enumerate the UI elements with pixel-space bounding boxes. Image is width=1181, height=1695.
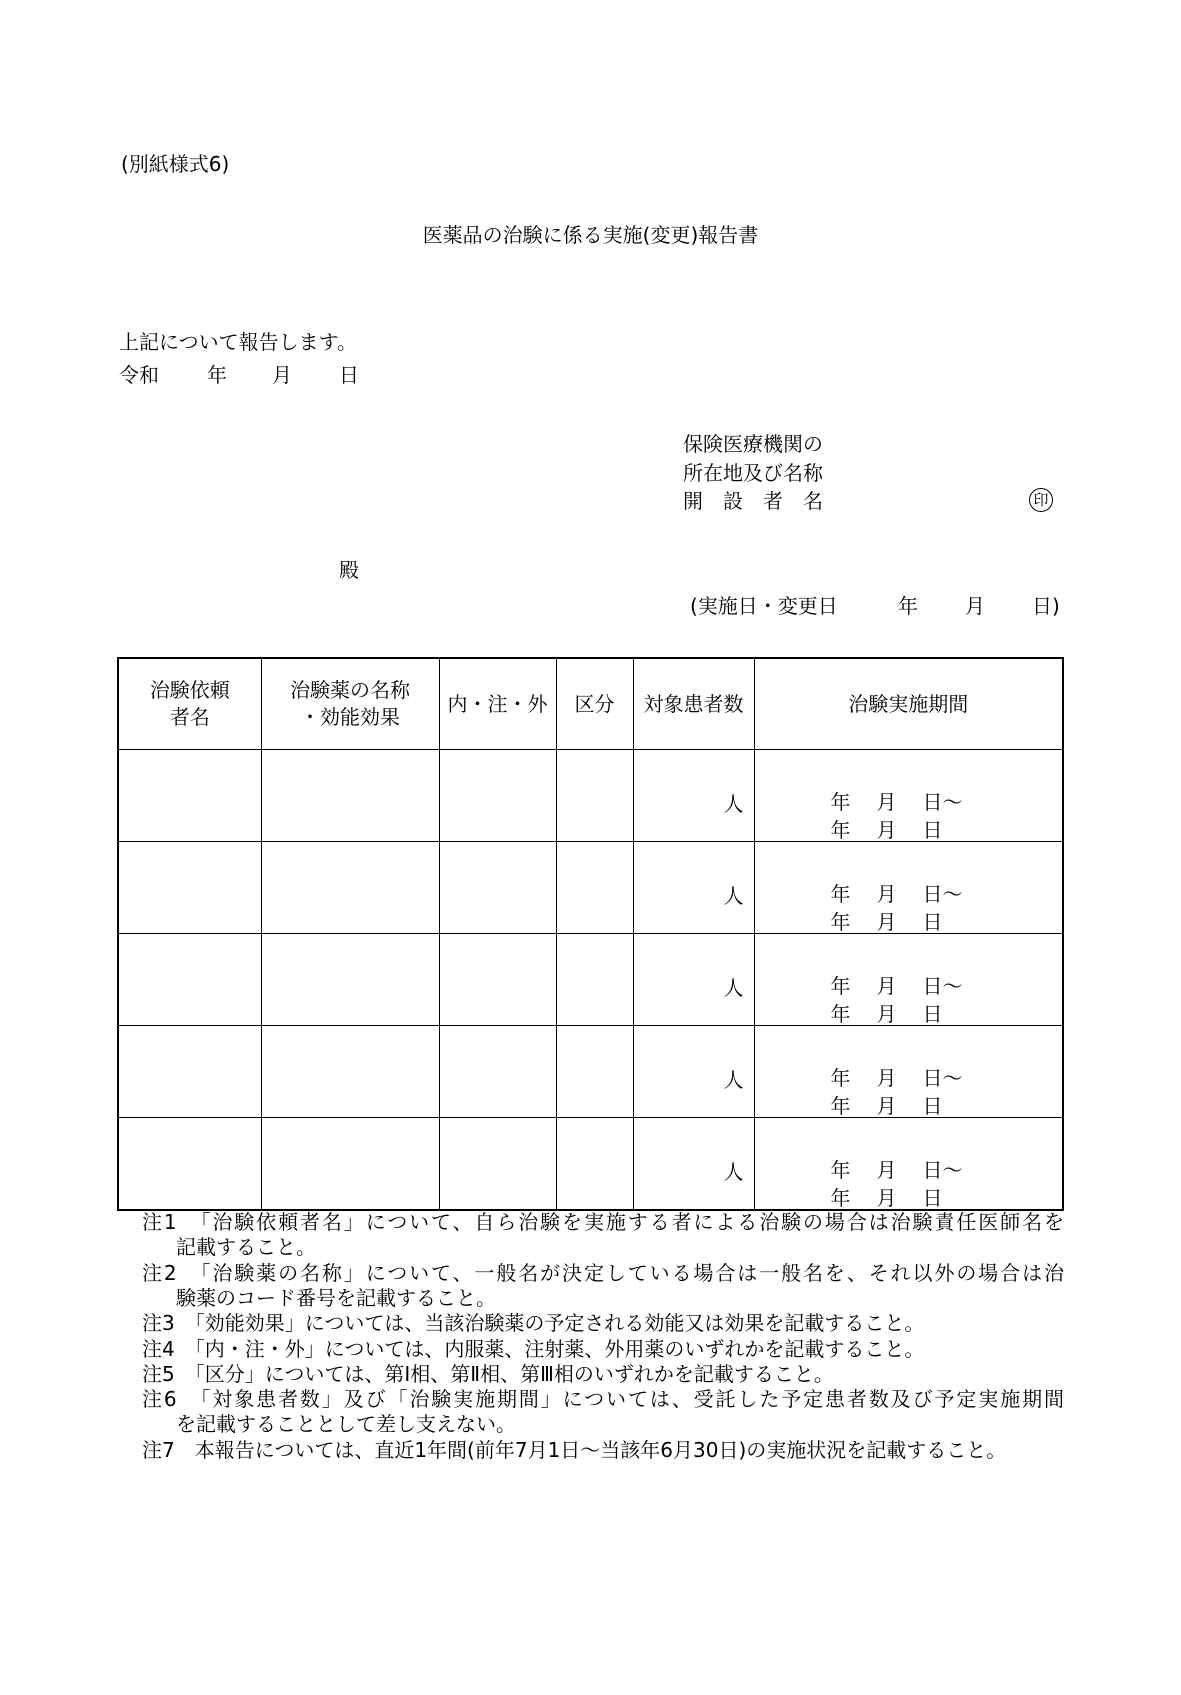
period-month: 月 — [876, 1186, 897, 1210]
period-end — [831, 816, 969, 844]
period-year: 年 — [830, 818, 851, 842]
date-month: 月 — [272, 363, 292, 387]
drug-cell[interactable] — [261, 750, 439, 842]
period-day: 日 — [922, 910, 943, 934]
period-end — [831, 1000, 969, 1028]
impl-date-year: 年 — [898, 594, 918, 618]
sponsor-cell[interactable] — [118, 1118, 261, 1211]
note-line: 注7 本報告については、直近1年間(前年7月1日〜当該年6月30日)の実施状況を記載すること。 — [142, 1437, 1007, 1462]
header-text: 区分 — [574, 691, 615, 716]
period-month: 月 — [876, 910, 897, 934]
patients-cell[interactable] — [633, 750, 754, 842]
period-start — [831, 1156, 969, 1184]
date-year: 年 — [207, 363, 227, 387]
reporter-line3: 開 設 者 名 — [683, 489, 823, 513]
route-cell[interactable] — [439, 1118, 556, 1211]
note-line: 注3 「効能効果」については、当該治験薬の予定される効能又は効果を記載すること。 — [142, 1311, 925, 1336]
note-line: を記載することとして差し支えない。 — [176, 1412, 516, 1437]
patients-cell[interactable] — [633, 842, 754, 934]
period-text — [831, 880, 969, 936]
seal-mark: 印 — [1029, 488, 1053, 512]
sponsor-cell[interactable] — [118, 934, 261, 1026]
period-year: 年 — [830, 1094, 851, 1118]
patients-cell[interactable] — [633, 1026, 754, 1118]
patients-cell[interactable] — [633, 1118, 754, 1211]
period-month: 月 — [876, 1094, 897, 1118]
drug-cell[interactable] — [261, 1118, 439, 1211]
period-month: 月 — [876, 790, 897, 814]
impl-date-label: (実施日・変更日 — [690, 594, 838, 618]
period-text — [831, 1156, 969, 1212]
period-cell[interactable] — [754, 842, 1063, 934]
period-text — [831, 1064, 969, 1120]
period-day: 日 — [922, 1186, 943, 1210]
header-patients — [633, 658, 754, 750]
period-year: 年 — [830, 1066, 851, 1090]
addressee-suffix: 殿 — [339, 558, 359, 582]
header-route — [439, 658, 556, 750]
header-drug — [261, 658, 439, 750]
period-day: 日〜 — [922, 1066, 963, 1090]
date-day: 日 — [339, 363, 359, 387]
table-row — [118, 842, 1063, 934]
period-month: 月 — [876, 1002, 897, 1026]
form-number: (別紙様式6) — [121, 152, 230, 176]
period-month: 月 — [876, 1066, 897, 1090]
header-text: 治験薬の名称 — [290, 678, 410, 702]
period-year: 年 — [830, 1158, 851, 1182]
header-text: ・効能効果 — [300, 705, 400, 729]
impl-date-day: 日) — [1032, 594, 1060, 618]
drug-cell[interactable] — [261, 842, 439, 934]
sponsor-cell[interactable] — [118, 1026, 261, 1118]
date-era: 令和 — [119, 363, 159, 387]
table-row — [118, 1118, 1063, 1211]
period-year: 年 — [830, 974, 851, 998]
header-text: 治験実施期間 — [848, 691, 969, 716]
table-row — [118, 750, 1063, 842]
document-title: 医薬品の治験に係る実施(変更)報告書 — [422, 223, 759, 247]
period-day: 日 — [922, 818, 943, 842]
patients-cell[interactable] — [633, 934, 754, 1026]
period-text — [831, 972, 969, 1028]
period-day: 日 — [922, 1094, 943, 1118]
period-start — [831, 972, 969, 1000]
period-cell[interactable] — [754, 750, 1063, 842]
period-day: 日〜 — [922, 974, 963, 998]
note-line: 注2 「治験薬の名称」について、一般名が決定している場合は一般名を、それ以外の場合は治 — [142, 1260, 1064, 1285]
period-cell[interactable] — [754, 1026, 1063, 1118]
table-header-row — [118, 658, 1063, 750]
period-cell[interactable] — [754, 934, 1063, 1026]
note-line: 注1 「治験依頼者名」について、自ら治験を実施する者による治験の場合は治験責任医師名を — [142, 1210, 1064, 1234]
phase-cell[interactable] — [556, 934, 633, 1026]
note-line: 注6 「対象患者数」及び「治験実施期間」については、受託した予定患者数及び予定実施期間 — [142, 1387, 1064, 1412]
header-sponsor — [118, 658, 261, 750]
note-line: 注4 「内・注・外」については、内服薬、注射薬、外用薬のいずれかを記載すること。 — [142, 1336, 925, 1361]
reporter-line2: 所在地及び名称 — [683, 461, 823, 485]
header-text: 対象患者数 — [643, 691, 744, 716]
patients-unit: 人 — [723, 1068, 744, 1092]
phase-cell[interactable] — [556, 842, 633, 934]
table-row — [118, 934, 1063, 1026]
period-text — [831, 788, 969, 844]
period-end — [831, 1184, 969, 1212]
table-row — [118, 1026, 1063, 1118]
phase-cell[interactable] — [556, 1118, 633, 1211]
header-phase — [556, 658, 633, 750]
drug-cell[interactable] — [261, 1026, 439, 1118]
route-cell[interactable] — [439, 1026, 556, 1118]
period-end — [831, 908, 969, 936]
note-line: 験薬のコード番号を記載すること。 — [176, 1285, 496, 1310]
note-line: 注5 「区分」については、第Ⅰ相、第Ⅱ相、第Ⅲ相のいずれかを記載すること。 — [142, 1361, 834, 1386]
note-line: 記載すること。 — [176, 1235, 316, 1260]
sponsor-cell[interactable] — [118, 750, 261, 842]
period-start — [831, 1064, 969, 1092]
report-table — [117, 657, 1064, 1211]
period-end — [831, 1092, 969, 1120]
period-cell[interactable] — [754, 1118, 1063, 1211]
patients-unit: 人 — [723, 792, 744, 816]
drug-cell[interactable] — [261, 934, 439, 1026]
header-period — [754, 658, 1063, 750]
period-day: 日〜 — [922, 1158, 963, 1182]
report-statement: 上記について報告します。 — [119, 330, 357, 354]
period-year: 年 — [830, 882, 851, 906]
period-year: 年 — [830, 790, 851, 814]
period-start — [831, 788, 969, 816]
header-text: 内・注・外 — [447, 691, 548, 716]
impl-date-month: 月 — [965, 594, 985, 618]
reporter-line1: 保険医療機関の — [683, 432, 823, 456]
header-text: 治験依頼 — [149, 678, 230, 702]
patients-unit: 人 — [723, 1160, 744, 1184]
patients-unit: 人 — [723, 976, 744, 1000]
phase-cell[interactable] — [556, 750, 633, 842]
period-year: 年 — [830, 1002, 851, 1026]
route-cell[interactable] — [439, 842, 556, 934]
patients-unit: 人 — [723, 884, 744, 908]
period-year: 年 — [830, 1186, 851, 1210]
period-year: 年 — [830, 910, 851, 934]
sponsor-cell[interactable] — [118, 842, 261, 934]
period-start — [831, 880, 969, 908]
period-month: 月 — [876, 974, 897, 998]
period-month: 月 — [876, 818, 897, 842]
header-text: 者名 — [169, 705, 210, 729]
route-cell[interactable] — [439, 750, 556, 842]
period-day: 日 — [922, 1002, 943, 1026]
phase-cell[interactable] — [556, 1026, 633, 1118]
period-day: 日〜 — [922, 790, 963, 814]
period-month: 月 — [876, 1158, 897, 1182]
route-cell[interactable] — [439, 934, 556, 1026]
period-day: 日〜 — [922, 882, 963, 906]
period-month: 月 — [876, 882, 897, 906]
